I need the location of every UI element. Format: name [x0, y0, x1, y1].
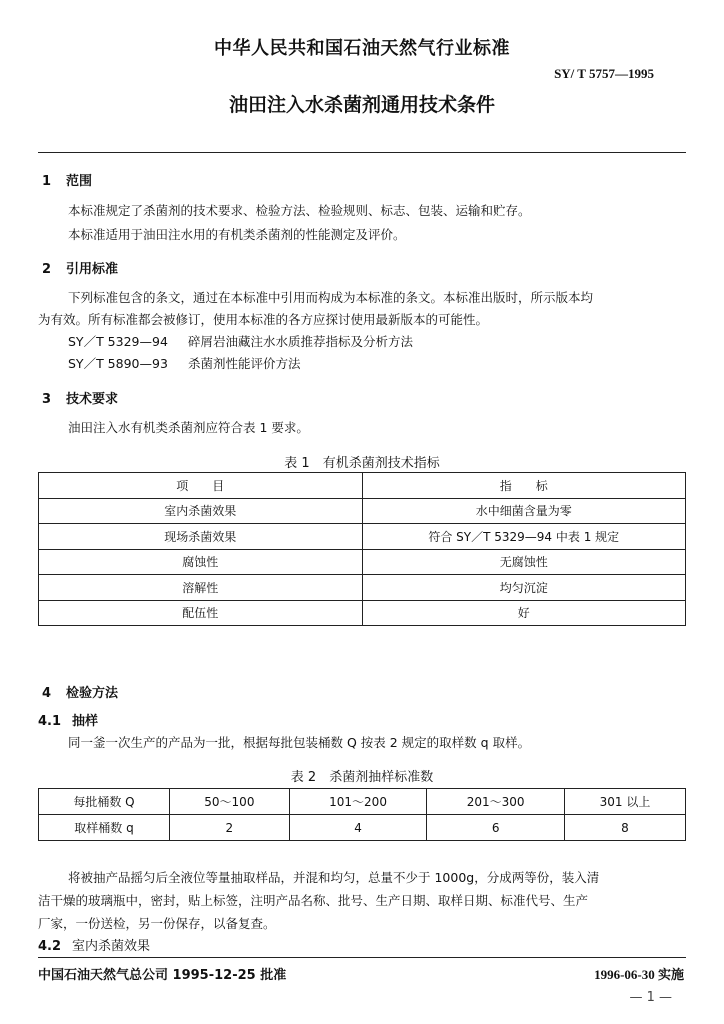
- section-1-paragraph-2: 本标准适用于油田注水用的有机类杀菌剂的性能测定及评价。: [68, 227, 406, 242]
- reference-item: [68, 354, 301, 372]
- table-row: [39, 600, 686, 626]
- reference-item: [68, 332, 413, 350]
- section-2-paragraph-line-1: 下列标准包含的条文，通过在本标准中引用而构成为本标准的条文。本标准出版时，所示版本均: [68, 290, 594, 305]
- sampling-paragraph-line-3: 厂家，一份送检，另一份保存，以备复查。: [38, 916, 276, 931]
- table-2-caption: 表 2 杀菌剂抽样标准数: [290, 770, 434, 785]
- column-header: 指 标: [362, 473, 686, 499]
- section-3-paragraph: 油田注入水有机类杀菌剂应符合表 1 要求。: [68, 420, 309, 435]
- table-cell: 50～100: [170, 789, 290, 815]
- section-title: 检验方法: [66, 686, 119, 701]
- table-row: [39, 524, 686, 550]
- table-cell: 8: [564, 815, 685, 841]
- table-header-row: [39, 473, 686, 499]
- section-1-heading: [42, 170, 92, 189]
- section-3-heading: [42, 388, 118, 407]
- subsection-4-1-heading: [38, 710, 98, 729]
- reference-title: 碎屑岩油藏注水水质推荐指标及分析方法: [188, 334, 414, 349]
- sampling-paragraph-line-1: 将被抽产品摇匀后全液位等量抽取样品，并混和均匀，总量不少于 1000g，分成两等份，装入清: [68, 870, 600, 885]
- reference-code: SY／T 5329—94: [68, 334, 168, 349]
- table-cell: 201～300: [427, 789, 565, 815]
- subsection-number: 4.1: [38, 714, 62, 729]
- table-cell: 301 以上: [564, 789, 685, 815]
- table-cell: 6: [427, 815, 565, 841]
- table-row: [39, 789, 686, 815]
- table-row: [39, 815, 686, 841]
- header-divider: [38, 152, 686, 153]
- section-number: 4: [42, 686, 52, 701]
- subsection-number: 4.2: [38, 939, 62, 954]
- document-title: 油田注入水杀菌剂通用技术条件: [228, 94, 495, 116]
- section-2-heading: [42, 258, 118, 277]
- table-row: [39, 549, 686, 575]
- table-row: [39, 498, 686, 524]
- subsection-4-1-paragraph: 同一釜一次生产的产品为一批，根据每批包装桶数 Q 按表 2 规定的取样数 q 取样。: [68, 735, 531, 750]
- table-cell: 无腐蚀性: [362, 549, 686, 575]
- page-number: — 1 —: [629, 990, 672, 1005]
- table-1-caption: 表 1 有机杀菌剂技术指标: [284, 456, 440, 471]
- table-cell: 4: [289, 815, 427, 841]
- section-title: 范围: [66, 174, 93, 189]
- table-cell: 室内杀菌效果: [39, 498, 363, 524]
- reference-title: 杀菌剂性能评价方法: [188, 356, 301, 371]
- standard-code: SY/ T 5757—1995: [554, 66, 654, 81]
- table-cell: 溶解性: [39, 575, 363, 601]
- table-cell: 腐蚀性: [39, 549, 363, 575]
- table-cell: 配伍性: [39, 600, 363, 626]
- section-number: 2: [42, 262, 52, 277]
- table-cell: 2: [170, 815, 290, 841]
- table-cell: 现场杀菌效果: [39, 524, 363, 550]
- table-cell: 符合 SY／T 5329—94 中表 1 规定: [362, 524, 686, 550]
- section-2-paragraph-line-2: 为有效。所有标准都会被修订，使用本标准的各方应探讨使用最新版本的可能性。: [38, 312, 489, 327]
- table-cell: 101～200: [289, 789, 427, 815]
- reference-code: SY／T 5890—93: [68, 356, 168, 371]
- section-4-heading: [42, 682, 118, 701]
- effective-date: 1996-06-30 实施: [594, 967, 684, 982]
- table-row: [39, 575, 686, 601]
- table-cell: 水中细菌含量为零: [362, 498, 686, 524]
- table-2: [38, 788, 686, 841]
- sampling-paragraph-line-2: 洁干燥的玻璃瓶中，密封，贴上标签，注明产品名称、批号、生产日期、取样日期、标准代号、生产: [38, 893, 589, 908]
- table-cell: 每批桶数 Q: [39, 789, 170, 815]
- section-number: 3: [42, 392, 52, 407]
- section-number: 1: [42, 174, 52, 189]
- table-1: [38, 472, 686, 626]
- section-title: 技术要求: [66, 392, 119, 407]
- org-title: 中华人民共和国石油天然气行业标准: [214, 38, 510, 59]
- approval-note: 中国石油天然气总公司 1995-12-25 批准: [38, 968, 287, 983]
- subsection-4-2-heading: [38, 935, 150, 954]
- table-cell: 均匀沉淀: [362, 575, 686, 601]
- table-cell: 好: [362, 600, 686, 626]
- subsection-title: 室内杀菌效果: [72, 939, 151, 954]
- footer-divider: [38, 957, 686, 958]
- section-title: 引用标准: [66, 262, 119, 277]
- table-cell: 取样桶数 q: [39, 815, 170, 841]
- subsection-title: 抽样: [72, 714, 99, 729]
- column-header: 项 目: [39, 473, 363, 499]
- section-1-paragraph-1: 本标准规定了杀菌剂的技术要求、检验方法、检验规则、标志、包装、运输和贮存。: [68, 203, 531, 218]
